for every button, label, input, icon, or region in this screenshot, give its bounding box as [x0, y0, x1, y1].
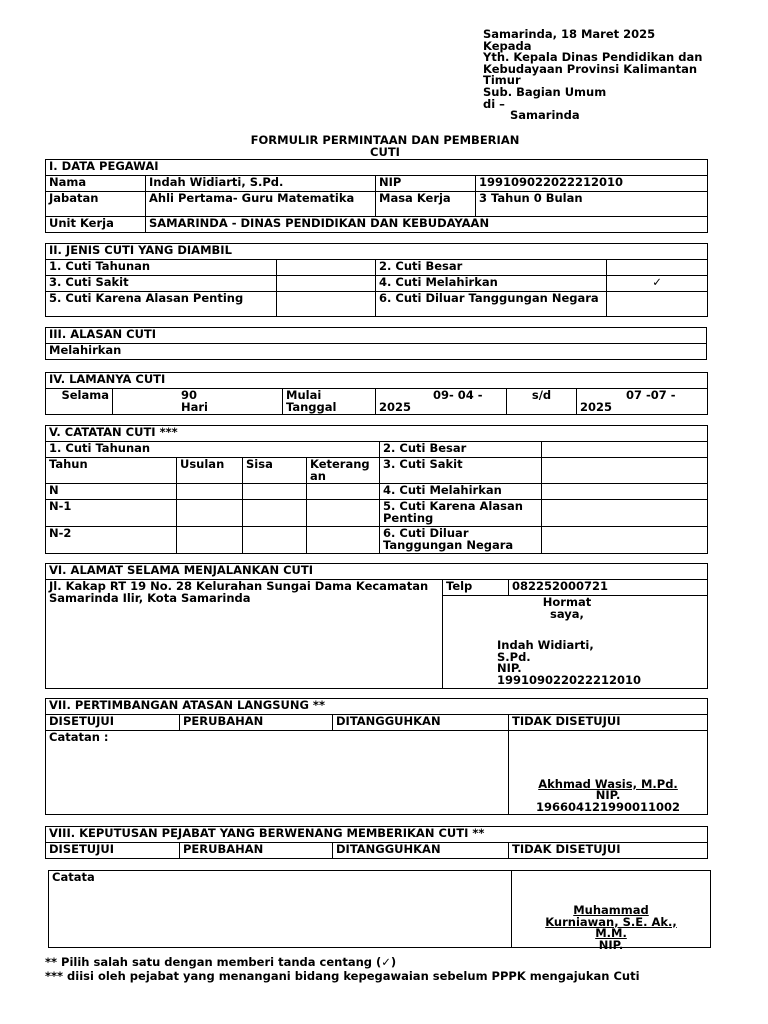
catatan-cuti-tahunan: 1. Cuti Tahunan — [46, 442, 380, 458]
atasan-tidak-disetujui[interactable]: TIDAK DISETUJUI — [509, 715, 708, 731]
pejabat-name-line-1: Muhammad — [573, 903, 649, 917]
form-title-line-2: CUTI — [370, 145, 400, 159]
section-keputusan-pejabat — [45, 826, 708, 859]
city: Samarinda — [510, 108, 580, 123]
section-2-heading: II. JENIS CUTI YANG DIAMBIL — [46, 244, 708, 260]
catatan-cuti-diluar-tanggungan: 6. Cuti Diluar Tanggungan Negara — [380, 527, 542, 554]
atasan-disetujui[interactable]: DISETUJUI — [46, 715, 180, 731]
nama-label: Nama — [46, 176, 146, 192]
pejabat-name-line-3: M.M. — [595, 926, 627, 940]
atasan-signature-block — [509, 731, 708, 815]
alasan-value: Melahirkan — [46, 344, 707, 360]
section-3-heading: III. ALASAN CUTI — [46, 328, 707, 344]
start-date-value: 09- 04 - 2025 — [376, 389, 507, 415]
checkmark-icon: ✓ — [652, 275, 662, 289]
cuti-alasan-penting-option: 5. Cuti Karena Alasan Penting — [46, 292, 277, 317]
row-n-usulan — [177, 484, 243, 500]
form-title — [200, 134, 570, 158]
cuti-tahunan-option: 1. Cuti Tahunan — [46, 260, 277, 276]
usulan-header: Usulan — [177, 458, 243, 484]
sisa-header: Sisa — [243, 458, 307, 484]
catatan-cuti-besar-note — [542, 442, 708, 458]
cuti-sakit-check[interactable] — [277, 276, 376, 292]
catatan-cuti-melahirkan: 4. Cuti Melahirkan — [380, 484, 542, 500]
catatan-cuti-melahirkan-note — [542, 484, 708, 500]
cuti-melahirkan-check[interactable] — [607, 276, 708, 292]
pegawai-name: Indah Widiarti, S.Pd. — [497, 638, 594, 664]
pegawai-nip: NIP. 199109022022212010 — [497, 661, 642, 687]
end-date-value: 07 -07 - 2025 — [577, 389, 708, 415]
keterangan-header: Keterangan — [307, 458, 380, 484]
atasan-catatan: Catatan : — [46, 731, 509, 815]
row-n1-keterangan — [307, 500, 380, 527]
addressee-line-2: Kebudayaan Provinsi Kalimantan — [483, 61, 698, 76]
atasan-nip-value: 196604121990011002 — [536, 799, 681, 814]
pejabat-tidak-disetujui[interactable]: TIDAK DISETUJUI — [509, 843, 708, 859]
row-n1-usulan — [177, 500, 243, 527]
unit-kerja-label: Unit Kerja — [46, 217, 146, 233]
telp-value: 082252000721 — [509, 580, 708, 596]
catatan-cuti-alasan-penting: 5. Cuti Karena Alasan Penting — [380, 500, 542, 527]
cuti-diluar-tanggungan-check[interactable] — [607, 292, 708, 317]
form-title-line-1: FORMULIR PERMINTAAN DAN PEMBERIAN — [250, 133, 520, 147]
signature-block-pegawai — [443, 596, 708, 689]
masa-kerja-label: Masa Kerja — [376, 192, 476, 217]
row-n-sisa — [243, 484, 307, 500]
duration-value: 90 Hari — [113, 389, 283, 415]
catatan-cuti-besar: 2. Cuti Besar — [380, 442, 542, 458]
addressee-line-3: Timur — [483, 73, 521, 88]
section-catatan-cuti — [45, 425, 708, 554]
catatan-cuti-alasan-penting-note — [542, 500, 708, 527]
section-alamat-cuti — [45, 563, 708, 689]
section-pertimbangan-atasan — [45, 698, 708, 815]
row-n1-label: N-1 — [46, 500, 177, 527]
row-n-label: N — [46, 484, 177, 500]
row-n2-usulan — [177, 527, 243, 554]
row-n1-sisa — [243, 500, 307, 527]
section-jenis-cuti — [45, 243, 708, 317]
section-8-heading: VIII. KEPUTUSAN PEJABAT YANG BERWENANG MEMBERIKAN CUTI ** — [46, 827, 708, 843]
section-lamanya-cuti — [45, 372, 708, 415]
nip-value: 199109022022212010 — [476, 176, 708, 192]
pejabat-ditangguhkan[interactable]: DITANGGUHKAN — [333, 843, 509, 859]
pejabat-disetujui[interactable]: DISETUJUI — [46, 843, 180, 859]
mulai-tanggal-label: Mulai Tanggal — [283, 389, 376, 415]
pejabat-catatan: Catata — [49, 871, 512, 948]
cuti-melahirkan-option: 4. Cuti Melahirkan — [376, 276, 607, 292]
unit-kerja-value: SAMARINDA - DINAS PENDIDIKAN DAN KEBUDAYAAN — [146, 217, 708, 233]
section-data-pegawai — [45, 159, 708, 233]
cuti-alasan-penting-check[interactable] — [277, 292, 376, 317]
atasan-name: Akhmad Wasis, M.Pd. — [538, 776, 678, 791]
section-4-heading: IV. LAMANYA CUTI — [46, 373, 708, 389]
hormat-saya: Hormat saya, — [542, 595, 592, 621]
cuti-besar-check[interactable] — [607, 260, 708, 276]
sd-label: s/d — [507, 389, 577, 415]
atasan-ditangguhkan[interactable]: DITANGGUHKAN — [333, 715, 509, 731]
date-line: Samarinda, 18 Maret 2025 — [483, 27, 656, 41]
sub-bagian: Sub. Bagian Umum — [483, 84, 607, 99]
pejabat-perubahan[interactable]: PERUBAHAN — [180, 843, 333, 859]
section-6-heading: VI. ALAMAT SELAMA MENJALANKAN CUTI — [46, 564, 708, 580]
cuti-tahunan-check[interactable] — [277, 260, 376, 276]
cuti-besar-option: 2. Cuti Besar — [376, 260, 607, 276]
section-7-heading: VII. PERTIMBANGAN ATASAN LANGSUNG ** — [46, 699, 708, 715]
cuti-diluar-tanggungan-option: 6. Cuti Diluar Tanggungan Negara — [376, 292, 607, 317]
tahun-header: Tahun — [46, 458, 177, 484]
telp-label: Telp — [443, 580, 509, 596]
atasan-nip-label: NIP. — [595, 788, 621, 802]
catatan-cuti-diluar-tanggungan-note — [542, 527, 708, 554]
address-value: Jl. Kakap RT 19 No. 28 Kelurahan Sungai Dama Kecamatan Samarinda Ilir, Kota Samarinda — [46, 580, 443, 689]
di-label: di – — [483, 96, 505, 111]
jabatan-value: Ahli Pertama- Guru Matematika — [146, 192, 376, 217]
footnote-1: ** Pilih salah satu dengan memberi tanda centang (✓) — [45, 955, 397, 969]
pejabat-name-line-2: Kurniawan, S.E. Ak., — [545, 914, 677, 929]
pejabat-catatan-box — [48, 870, 711, 952]
jabatan-label: Jabatan — [46, 192, 146, 217]
nama-value: Indah Widiarti, S.Pd. — [146, 176, 376, 192]
letterhead — [483, 28, 723, 121]
row-n2-label: N-2 — [46, 527, 177, 554]
nip-label: NIP — [376, 176, 476, 192]
masa-kerja-value: 3 Tahun 0 Bulan — [476, 192, 708, 217]
catatan-cuti-sakit: 3. Cuti Sakit — [380, 458, 542, 484]
pejabat-signature-block — [512, 871, 711, 952]
section-5-heading: V. CATATAN CUTI *** — [46, 426, 708, 442]
selama-label: Selama — [46, 389, 113, 415]
cuti-sakit-option: 3. Cuti Sakit — [46, 276, 277, 292]
row-n-keterangan — [307, 484, 380, 500]
catatan-cuti-sakit-note — [542, 458, 708, 484]
row-n2-sisa — [243, 527, 307, 554]
row-n2-keterangan — [307, 527, 380, 554]
atasan-perubahan[interactable]: PERUBAHAN — [180, 715, 333, 731]
to-label: Kepada — [483, 38, 532, 53]
pejabat-nip: NIP. — [598, 937, 624, 952]
section-alasan-cuti — [45, 327, 707, 360]
section-1-heading: I. DATA PEGAWAI — [46, 160, 708, 176]
addressee-line-1: Yth. Kepala Dinas Pendidikan dan — [483, 50, 703, 65]
footnote-2: *** diisi oleh pejabat yang menangani bidang kepegawaian sebelum PPPK mengajukan Cuti — [45, 969, 640, 983]
